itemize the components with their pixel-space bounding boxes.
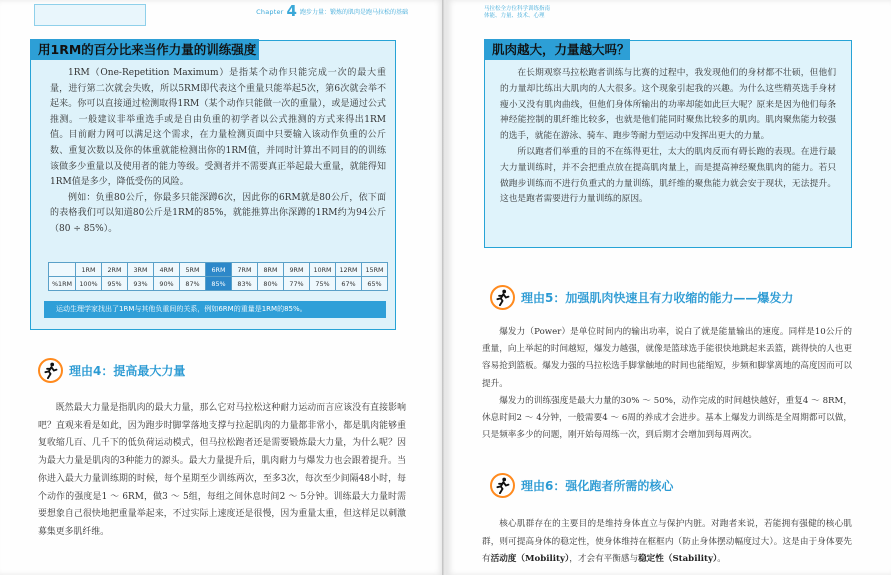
table-cell: 90% bbox=[154, 277, 180, 291]
table-cell: 4RM bbox=[154, 263, 180, 277]
runner-icon bbox=[38, 358, 63, 383]
table-cell: 2RM bbox=[102, 263, 128, 277]
table-cell: 1RM bbox=[76, 263, 102, 277]
reason4-body bbox=[38, 400, 406, 542]
table-cell: 15RM bbox=[362, 263, 388, 277]
table-cell: 77% bbox=[284, 277, 310, 291]
info-paragraph: 例如：负重80公斤，你最多只能深蹲6次，因此你的6RM就是80公斤，依下面的表格我们可以知道80公斤是1RM的85%，就能推算出你深蹲的1RM约为94公斤（80 ÷ 85%）。 bbox=[50, 192, 386, 234]
right-header-box bbox=[34, 4, 146, 26]
term-mobility: 活动度（Mobility） bbox=[490, 554, 570, 565]
reason5-body bbox=[482, 324, 852, 444]
table-cell: 5RM bbox=[180, 263, 206, 277]
info-paragraph: 在长期观察马拉松跑者训练与比赛的过程中，我发现他们的身材都不壮硕，但他们的力量却比练出大肌肉的人大很多。这个现象引起我的兴趣。为什么这些精英选手身材瘦小又没有肌肉曲线，但他们身体所输出的功率却能如此巨大呢？原来是因为他们每条神经能控制的肌纤维比较多，也就是他们能同时聚焦比较多的肌肉。肌肉聚焦能力较强的选手，就能在游泳、骑车、跑步等耐力型运动中发挥出更大的力量。 bbox=[500, 68, 836, 142]
body-paragraph: 爆发力（Power）是单位时间内的输出功率，说白了就是能量输出的速度。同样是10公斤的重量，向上举起的时间越短，爆发力越强，就像是篮球选手能很快地跳起来丢篮，跳得快的人也更容易抢到篮板。爆发力强的马拉松选手脚掌触地的时间也能缩短，步频和脚掌离地的高度因而可以提升。 bbox=[482, 327, 852, 389]
info-box-text bbox=[500, 66, 836, 208]
text-run: 核心肌群存在的主要目的是维持身体直立与保护内脏。对跑者来说，若能拥有强健的核心肌群，则可提高身体的稳定性，使身体维持在框框内（防止身体摆动幅度过大）。这是由于身体要先有 bbox=[482, 519, 852, 565]
rm-percentage-table bbox=[48, 262, 388, 291]
table-caption: 运动生理学家找出了1RM与其他负重间的关系，例如6RM的重量是1RM的85%。 bbox=[44, 301, 386, 318]
reason6-heading bbox=[490, 473, 673, 498]
table-cell: 9RM bbox=[284, 263, 310, 277]
table-cell: 10RM bbox=[310, 263, 336, 277]
right-running-header-text bbox=[484, 6, 550, 20]
table-cell-highlight: 6RM bbox=[206, 263, 232, 277]
table-row bbox=[49, 277, 388, 291]
table-cell: 95% bbox=[102, 277, 128, 291]
table-cell-highlight: 85% bbox=[206, 277, 232, 291]
reason4-heading bbox=[38, 358, 185, 383]
header-line2: 体能、力量、技术、心理 bbox=[484, 13, 545, 19]
table-cell: 65% bbox=[362, 277, 388, 291]
table-cell bbox=[49, 263, 76, 277]
table-header-row bbox=[49, 263, 388, 277]
table-cell: 87% bbox=[180, 277, 206, 291]
chapter-number: 4 bbox=[286, 2, 297, 20]
reason6-title: 理由6：强化跑者所需的核心 bbox=[521, 479, 674, 493]
info-paragraph: 所以跑者们举重的目的不在练得更壮，太大的肌肉反而有碍长跑的表现。在进行最大力量训练时，并不会把重点放在提高肌肉量上，而是提高神经聚焦肌肉的能力。若只做跑步训练而不进行负重式的力量训练，肌纤维的聚焦能力就会安于现状，无法提升。这也是跑者需要进行力量训练的原因。 bbox=[500, 146, 836, 205]
body-paragraph: 既然最大力量是指肌肉的最大力量，那么它对马拉松这种耐力运动而言应该没有直接影响吧？直观来看是如此，因为跑步时脚掌落地支撑与拉起肌肉的力量都非常小，都是肌肉能够重复收缩几百、几千下的低负荷运动模式，但马拉松跑者还是需要锻炼最大力量，为什么呢？因为最大力量是肌肉的3种能力的源头。最大力量提升后，肌肉耐力与爆发力也会跟着提升。当你进入最大力量训练期的时候，每个星期至少训练两次，至多3次，每次至少间隔48小时，每个动作的强度是1 ～ 6RM，做3 ～ 5组，每组之间休息时间2 ～ 5分钟。训练最大力量时需要想象自己很快地把重量举起来，不过实际上速度还是很慢，因为重量太重，但这样足以刺激募集更多肌纤维。 bbox=[38, 403, 406, 537]
body-paragraph: 爆发力的训练强度是最大力量的30% ～ 50%，动作完成的时间越快越好，重复4 ～ 8RM，休息时间2 ～ 4分钟，一般需要4 ～ 6周的养成才会进步。基本上爆发力训练是全周期都可以做，只是频率多少的问题，刚开始每周练一次，到后期才会增加到每周两次。 bbox=[482, 395, 852, 441]
body-paragraph bbox=[482, 516, 852, 569]
runner-icon bbox=[490, 285, 515, 310]
header-line1: 马拉松全方位科学训练指南 bbox=[484, 6, 551, 12]
term-stability: 稳定性（Stability） bbox=[638, 554, 718, 565]
table-cell: 3RM bbox=[128, 263, 154, 277]
info-paragraph: 1RM（One-Repetition Maximum）是指某个动作只能完成一次的最大重量，进行第二次就会失败，所以5RM即代表这个重量只能举起5次，第6次就会举不起来。你可以直接通过检测取得1RM（某个动作只能做一次的重量），或是通过公式推测。一般建议非举重选手或是自由负重的初学者以公式推测的方式来得出1RM值。目前耐力网可以满足这个需求，在力量检测页面中只要输入该动作负重的公斤数、重复次数以及你的体重就能检测出你的1RM值，并同时计算出不同目的的训练该做多少重量以及使用者的能力等级。受测者并不需要真正举起最大重量，就能得知1RM值是多少，降低受伤的风险。 bbox=[50, 68, 386, 188]
runner-icon bbox=[490, 473, 515, 498]
left-running-header bbox=[256, 4, 408, 19]
table-cell: 80% bbox=[258, 277, 284, 291]
table-cell: 7RM bbox=[232, 263, 258, 277]
chapter-title: 跑步力量：锻炼的肌肉是跑马拉松的基础 bbox=[299, 9, 408, 16]
info-box-title: 肌肉越大，力量越大吗？ bbox=[484, 39, 630, 60]
text-run: ，才会有平衡感与 bbox=[569, 554, 639, 565]
reason5-heading bbox=[490, 285, 793, 310]
table-cell: 75% bbox=[310, 277, 336, 291]
text-run: 。 bbox=[717, 554, 726, 565]
reason4-title: 理由4：提高最大力量 bbox=[69, 364, 186, 378]
table-cell: 83% bbox=[232, 277, 258, 291]
table-cell: 12RM bbox=[336, 263, 362, 277]
info-box-text bbox=[50, 66, 386, 238]
table-cell: 67% bbox=[336, 277, 362, 291]
reason5-title: 理由5：加强肌肉快速且有力收缩的能力——爆发力 bbox=[521, 291, 794, 305]
table-cell: 100% bbox=[76, 277, 102, 291]
reason6-body bbox=[482, 516, 852, 569]
table-cell: 8RM bbox=[258, 263, 284, 277]
table-cell: 93% bbox=[128, 277, 154, 291]
left-page bbox=[0, 0, 444, 575]
table-cell: %1RM bbox=[49, 277, 76, 291]
chapter-label: Chapter bbox=[256, 7, 284, 16]
info-box-title: 用1RM的百分比来当作力量的训练强度 bbox=[30, 39, 259, 60]
